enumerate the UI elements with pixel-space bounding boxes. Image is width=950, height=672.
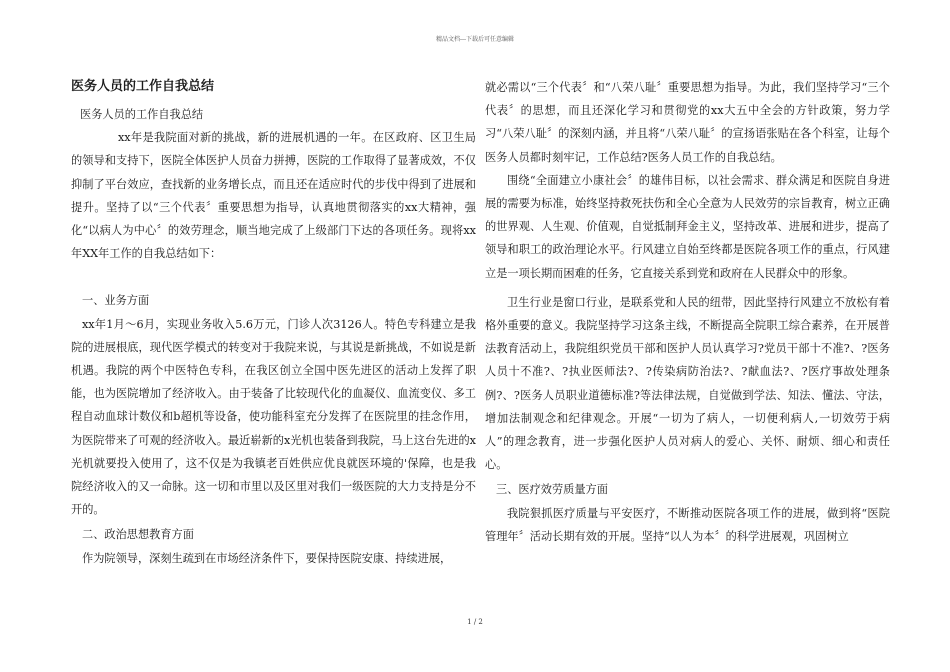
left-column bbox=[71, 74, 476, 570]
health-industry-paragraph: 卫生行业是窗口行业，是联系党和人民的纽带，因此坚持行风建立不放松有着格外重要的意义。我院坚持学习这条主线，不断提高全院职工综合素养，在开展普法教育活动上，我院组织党员干部和医护人员认真学习?党员干部十不准?、?医务人员十不准?、?执业医师法?、?传染病防治法?、?献血法?、?医疗事故处理条例?、?医务人员职业道德标准?等法律法规，自觉做到学法、知法、懂法、守法，增加法制观念和纪律观念。开展“一切为了病人，一切便利病人,一切效劳于病人”的理念教育，进一步强化医护人员对病人的爱心、关怀、耐烦、细心和责任心。 bbox=[485, 295, 890, 472]
page-number: 1 / 2 bbox=[467, 618, 483, 626]
intro-paragraph: xx年是我院面对新的挑战，新的进展机遇的一年。在区政府、区卫生局的领导和支持下，医院全体医护人员奋力拼搏，医院的工作取得了显著成效，不仅抑制了平台效应，查找新的业务增长点，而且还在适应时代的步伐中得到了进展和提升。坚持了以“三个代表〞重要思想为指导，认真地贯彻落实的xx大精神，强化“以病人为中心〞的效劳理念，顺当地完成了上级部门下达的各项任务。现将xx年XX年工作的自我总结如下： bbox=[71, 131, 476, 261]
section-heading-politics: 二、政治思想教育方面 bbox=[82, 528, 194, 542]
politics-continued-paragraph: 就必需以“三个代表〞和“八荣八耻〞重要思想为指导。为此，我们坚持学习“三个代表〞的思想，而且还深化学习和贯彻党的xx大五中全会的方针政策，努力学习“八荣八耻〞的深刻内涵，并且将“八荣八耻〞的宣扬语张贴在各个科室，让每个医务人员都时刻牢记，工作总结?医务人员工作的自我总结。 bbox=[485, 81, 890, 164]
header-note: 精品文档---下载后可任意编辑 bbox=[435, 36, 515, 43]
spacer bbox=[71, 265, 476, 287]
xiaokang-paragraph: 围绕“全面建立小康社会〞的雄伟目标，以社会需求、群众满足和医院自身进展的需要为标准，始终坚持救死扶伤和全心全意为人民效劳的宗旨教育，树立正确的世界观、人生观、价值观，自觉抵制拜金主义，坚持改革、进展和进步，提高了领导和职工的政治理论水平。行风建立自始至终都是医院各项工作的重点，行风建立是一项长期而困难的任务，它直接关系到党和政府在人民群众中的形象。 bbox=[485, 173, 890, 280]
document-title: 医务人员的工作自我总结 bbox=[71, 79, 215, 94]
business-paragraph: xx年1月～6月，实现业务收入5.6万元，门诊人次3126人。特色专科建立是我院的进展根底，现代医学模式的转变对于我院来说，与其说是新挑战，不如说是新机遇。我院的两个中医特色专科，在我区创立全国中医先进区的活动上发挥了职能，也为医院增加了经济收入。由于装备了比较现代化的血凝仪、血流变仪、多工程自动血球计数仪和b超机等设备，使功能科室充分发挥了在医院里的挂念作用，为医院带来了可观的经济收入。最近崭新的x光机也装备到我院，马上这台先进的x光机就要投入使用了，这不仅是为我镇老百姓供应优良就医环境的'保障，也是我院经济收入的又一命脉。这一切和市里以及区里对我们一级医院的大力支持是分不开的。 bbox=[71, 317, 476, 517]
section-heading-quality: 三、医疗效劳质量方面 bbox=[496, 483, 608, 497]
section-heading-business: 一、业务方面 bbox=[82, 294, 150, 308]
document-subtitle: 医务人员的工作自我总结 bbox=[80, 108, 204, 121]
right-column bbox=[485, 76, 890, 548]
quality-paragraph: 我院狠抓医疗质量与平安医疗，不断推动医院各项工作的进展，做到将“医院管理年〞活动长期有效的开展。坚持“以人为本〞的科学进展观，巩固树立 bbox=[485, 506, 890, 543]
politics-paragraph: 作为院领导，深刻生疏到在市场经济条件下，要保持医院安康、持续进展， bbox=[82, 551, 452, 565]
